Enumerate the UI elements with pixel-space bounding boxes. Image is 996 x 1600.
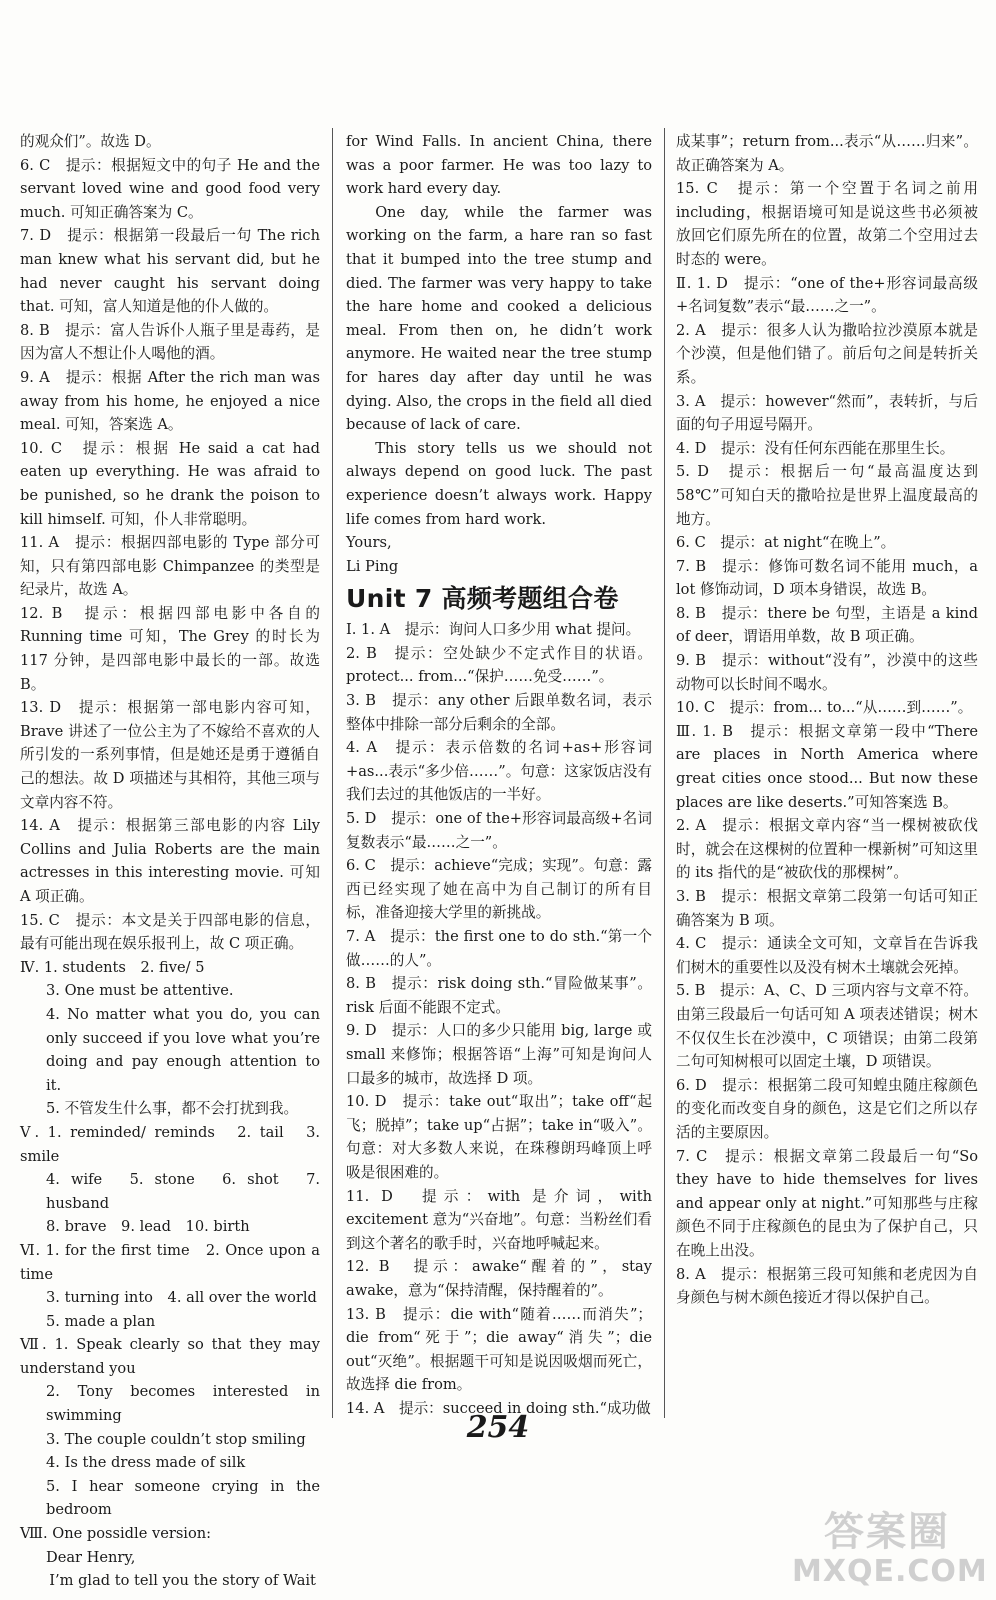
column-1 xyxy=(20,130,320,1593)
answer-item: 7. D 提示：根据第一段最后一句 The rich man knew what his servant did, but he had never caught his servant doing that. 可知，富人知道是他的仆人做的。 xyxy=(20,227,320,316)
answer-item: 4. A 提示：表示倍数的名词+as+形容词+as...表示“多少倍……”。句意：这家饭店没有我们去过的其他饭店的一半好。 xyxy=(346,739,652,804)
watermark-logo xyxy=(792,1508,988,1589)
answer-item: 12. B 提示：awake“醒着的”，stay awake，意为“保持清醒，保持醒着的”。 xyxy=(346,1258,652,1299)
section-item: Ⅳ. 1. students 2. five/ 5 xyxy=(20,958,205,976)
answer-item: 6. C 提示：根据短文中的句子 He and the servant loved wine and good food very much. 可知正确答案为 C。 xyxy=(20,156,320,221)
answer-item: 2. A 提示：根据文章内容“当一棵树被砍伐时，就会在这棵树的位置种一棵新树”可知这里的 its 指代的是“被砍伐的那棵树”。 xyxy=(676,817,978,882)
answer-item: 8. B 提示：富人告诉仆人瓶子里是毒药，是因为富人不想让仆人喝他的酒。 xyxy=(20,321,320,363)
section-item: Ⅲ. 1. B 提示：根据文章第一段中“There are places in North America where great cities once stood... But now these places are like deserts.”可知答案选 B。 xyxy=(676,722,978,811)
answer-item: 13. B 提示：die with“随着……而消失”；die from“死于”；die away“消失”；die out“灭绝”。根据题干可知是说因吸烟而死亡，故选择 die from。 xyxy=(346,1305,652,1394)
answer-item: 6. D 提示：根据第二段可知蝗虫随庄稼颜色的变化而改变自身的颜色，这是它们之所以存活的主要原因。 xyxy=(676,1076,978,1141)
section-item: Ⅴ. 1. reminded/ reminds 2. tail 3. smile xyxy=(20,1123,320,1165)
letter-closing: Yours, xyxy=(346,534,392,552)
answer-item: 3. The couple couldn’t stop smiling xyxy=(46,1430,306,1448)
answer-item: 5. D 提示：one of the+形容词最高级+名词复数表示“最……之一”。 xyxy=(346,810,652,851)
answer-item: 7. C 提示：根据文章第二段最后一句“So they have to hide themselves for lives and appear only at night.”可知那些与庄稼颜色不同于庄稼颜色的昆虫为了保护自己，只在晚上出没。 xyxy=(676,1147,978,1259)
answer-item: 3. One must be attentive. xyxy=(46,982,234,1000)
answer-item: 7. A 提示：the first one to do sth.“第一个做……的人”。 xyxy=(346,928,652,969)
answer-item: 12. B 提示：根据四部电影中各自的 Running time 可知，The Grey 的时长为 117 分钟，是四部电影中最长的一部。故选 B。 xyxy=(20,604,320,693)
answer-item: 6. C 提示：achieve“完成；实现”。句意：露西已经实现了她在高中为自己制订的所有目标，准备迎接大学里的新挑战。 xyxy=(346,857,652,922)
watermark-seal-text: 答案圈 xyxy=(824,1509,950,1555)
page-number: 254 xyxy=(466,1410,530,1445)
answer-item: 4. D 提示：没有任何东西能在那里生长。 xyxy=(676,439,955,457)
answer-item: 8. brave 9. lead 10. birth xyxy=(46,1218,250,1236)
letter-paragraph: I’m glad to tell you the story of Wait xyxy=(49,1572,316,1590)
answer-item: 3. turning into 4. all over the world xyxy=(46,1289,317,1307)
column-divider xyxy=(332,128,333,1418)
answer-item: 8. A 提示：根据第三段可知熊和老虎因为自身颜色与树木颜色接近才得以保护自己。 xyxy=(676,1265,978,1307)
section-item: Ⅶ. 1. Speak clearly so that they may understand you xyxy=(20,1336,320,1377)
answer-item: 6. C 提示：at night“在晚上”。 xyxy=(676,534,896,552)
answer-item: 8. B 提示：risk doing sth.“冒险做某事”。risk 后面不能跟不定式。 xyxy=(346,975,652,1016)
section-item: Ⅵ. 1. for the first time 2. Once upon a time xyxy=(20,1241,320,1283)
answer-item: 9. A 提示：根据 After the rich man was away from his home, he enjoyed a nice meal. 可知，答案选 A。 xyxy=(20,368,320,434)
answer-item: 10. C 提示：根据 He said a cat had eaten up everything. He was afraid to be punished, so he drank the poison to kill himself. 可知，仆人非常聪明。 xyxy=(20,439,320,528)
answer-item: 4. C 提示：通读全文可知，文章旨在告诉我们树木的重要性以及没有树木土壤就会死掉。 xyxy=(676,935,978,976)
answer-item: 2. B 提示：空处缺少不定式作目的状语。protect... from...“保护……免受……”。 xyxy=(346,644,652,686)
column-divider xyxy=(664,128,665,1418)
answer-item: 10. D 提示：take out“取出”；take off“起飞；脱掉”；take up“占据”；take in“吸入”。句意：对大多数人来说，在珠穆朗玛峰顶上呼吸是很困难的。 xyxy=(346,1093,652,1181)
section-item: Ⅰ. 1. A 提示：询问人口多少用 what 提问。 xyxy=(346,621,641,639)
answer-item: 3. B 提示：根据文章第二段第一句话可知正确答案为 B 项。 xyxy=(676,888,978,929)
letter-paragraph: One day, while the farmer was working on the farm, a hare ran so fast that it bumped into the tree stump and died. The farmer was very happy to take the hare home and cooked a delicious meal. From then on, he didn’t work anymore. He waited near the tree stump for hares day after day until he was dying. Also, the crops in the field all died because of lack of care. xyxy=(346,203,652,434)
answer-item: 7. B 提示：修饰可数名词不能用 much，a lot 修饰动词，D 项本身错误，故选 B。 xyxy=(676,557,978,599)
column-3 xyxy=(676,130,978,1310)
answer-item: 成某事”；return from...表示“从……归来”。故正确答案为 A。 xyxy=(676,133,978,174)
answer-item: 11. D 提示：with 是介词，with excitement 意为“兴奋地”。句意：当粉丝们看到这个著名的歌手时，兴奋地呼喊起来。 xyxy=(346,1187,652,1252)
section-item: Ⅷ. One possidle version: xyxy=(20,1525,212,1543)
answer-item: 3. B 提示：any other 后跟单数名词，表示整体中排除一部分后剩余的全部。 xyxy=(346,692,652,733)
answer-item: 5. I hear someone crying in the bedroom xyxy=(46,1477,320,1519)
column-2 xyxy=(346,130,652,1420)
answer-item: 3. A 提示：however“然而”，表转折，与后面的句子用逗号隔开。 xyxy=(676,392,978,434)
letter-paragraph: for Wind Falls. In ancient China, there was a poor farmer. He was too lazy to work hard every day. xyxy=(346,133,652,198)
answer-item: 14. A 提示：根据第三部电影的内容 Lily Collins and Julia Roberts are the main actresses in this interesting movie. 可知 A 项正确。 xyxy=(20,817,320,905)
answer-item: 5. 不管发生什么事，都不会打扰到我。 xyxy=(46,1100,299,1118)
section-item: Ⅱ. 1. D 提示：“one of the+形容词最高级+名词复数”表示“最……之一”。 xyxy=(676,274,978,316)
answer-item: 4. wife 5. stone 6. shot 7. husband xyxy=(46,1171,320,1212)
watermark-url-text: MXQE.COM xyxy=(792,1554,988,1589)
answer-item: 15. C 提示：第一个空置于名词之前用 including，根据语境可知是说这些书必须被放回它们原先所在的位置，故第二个空用过去时态的 were。 xyxy=(676,180,978,268)
answer-item: 5. B 提示：A、C、D 三项内容与文章不符。由第三段最后一句话可知 A 项表述错误；树木不仅仅生长在沙漠中，C 项错误；由第二段第二句可知树根可以固定土壤，D 项错误。 xyxy=(676,982,978,1071)
letter-signature: Li Ping xyxy=(346,557,399,575)
answer-item: 9. B 提示：without“没有”，沙漠中的这些动物可以长时间不喝水。 xyxy=(676,652,978,693)
answer-item: 4. No matter what you do, you can only succeed if you love what you’re doing and pay enough attention to it. xyxy=(46,1005,320,1094)
answer-item: 10. C 提示：from... to...“从……到……”。 xyxy=(676,699,973,717)
letter-salutation: Dear Henry, xyxy=(46,1548,136,1566)
answer-item: 5. made a plan xyxy=(46,1312,156,1330)
answer-item: 2. Tony becomes interested in swimming xyxy=(46,1383,320,1425)
answer-item: 9. D 提示：人口的多少只能用 big, large 或 small 来修饰；根据答语“上海”可知是询问人口最多的城市，故选择 D 项。 xyxy=(346,1022,652,1087)
answer-item: 2. A 提示：很多人认为撒哈拉沙漠原本就是个沙漠，但是他们错了。前后句之间是转折关系。 xyxy=(676,321,978,386)
answer-item: 8. B 提示：there be 句型，主语是 a kind of deer，谓语用单数，故 B 项正确。 xyxy=(676,604,978,646)
letter-paragraph: This story tells us we should not always depend on good luck. The past experience doesn’t always work. Happy life comes from hard work. xyxy=(346,439,652,528)
answer-item: 15. C 提示：本文是关于四部电影的信息，最有可能出现在娱乐报刊上，故 C 项正确。 xyxy=(20,911,320,953)
answer-item: 5. D 提示：根据后一句“最高温度达到 58℃”可知白天的撒哈拉是世界上温度最高的地方。 xyxy=(676,463,978,528)
answer-item: 4. Is the dress made of silk xyxy=(46,1454,246,1472)
answer-item: 11. A 提示：根据四部电影的 Type 部分可知，只有第四部电影 Chimpanzee 的类型是纪录片，故选 A。 xyxy=(20,534,320,599)
answer-item: 14. A 提示：succeed in doing sth.“成功做 xyxy=(346,1399,651,1417)
answer-item: 13. D 提示：根据第一部电影内容可知，Brave 讲述了一位公主为了不嫁给不喜欢的人所引发的一系列事情，但是她还是勇于遵循自己的想法。故 D 项描述与其相符，其他三项与文章内容不符。 xyxy=(20,699,320,811)
unit-title: Unit 7 高频考题组合卷 xyxy=(346,584,619,614)
answer-item: 的观众们”。故选 D。 xyxy=(20,133,161,150)
